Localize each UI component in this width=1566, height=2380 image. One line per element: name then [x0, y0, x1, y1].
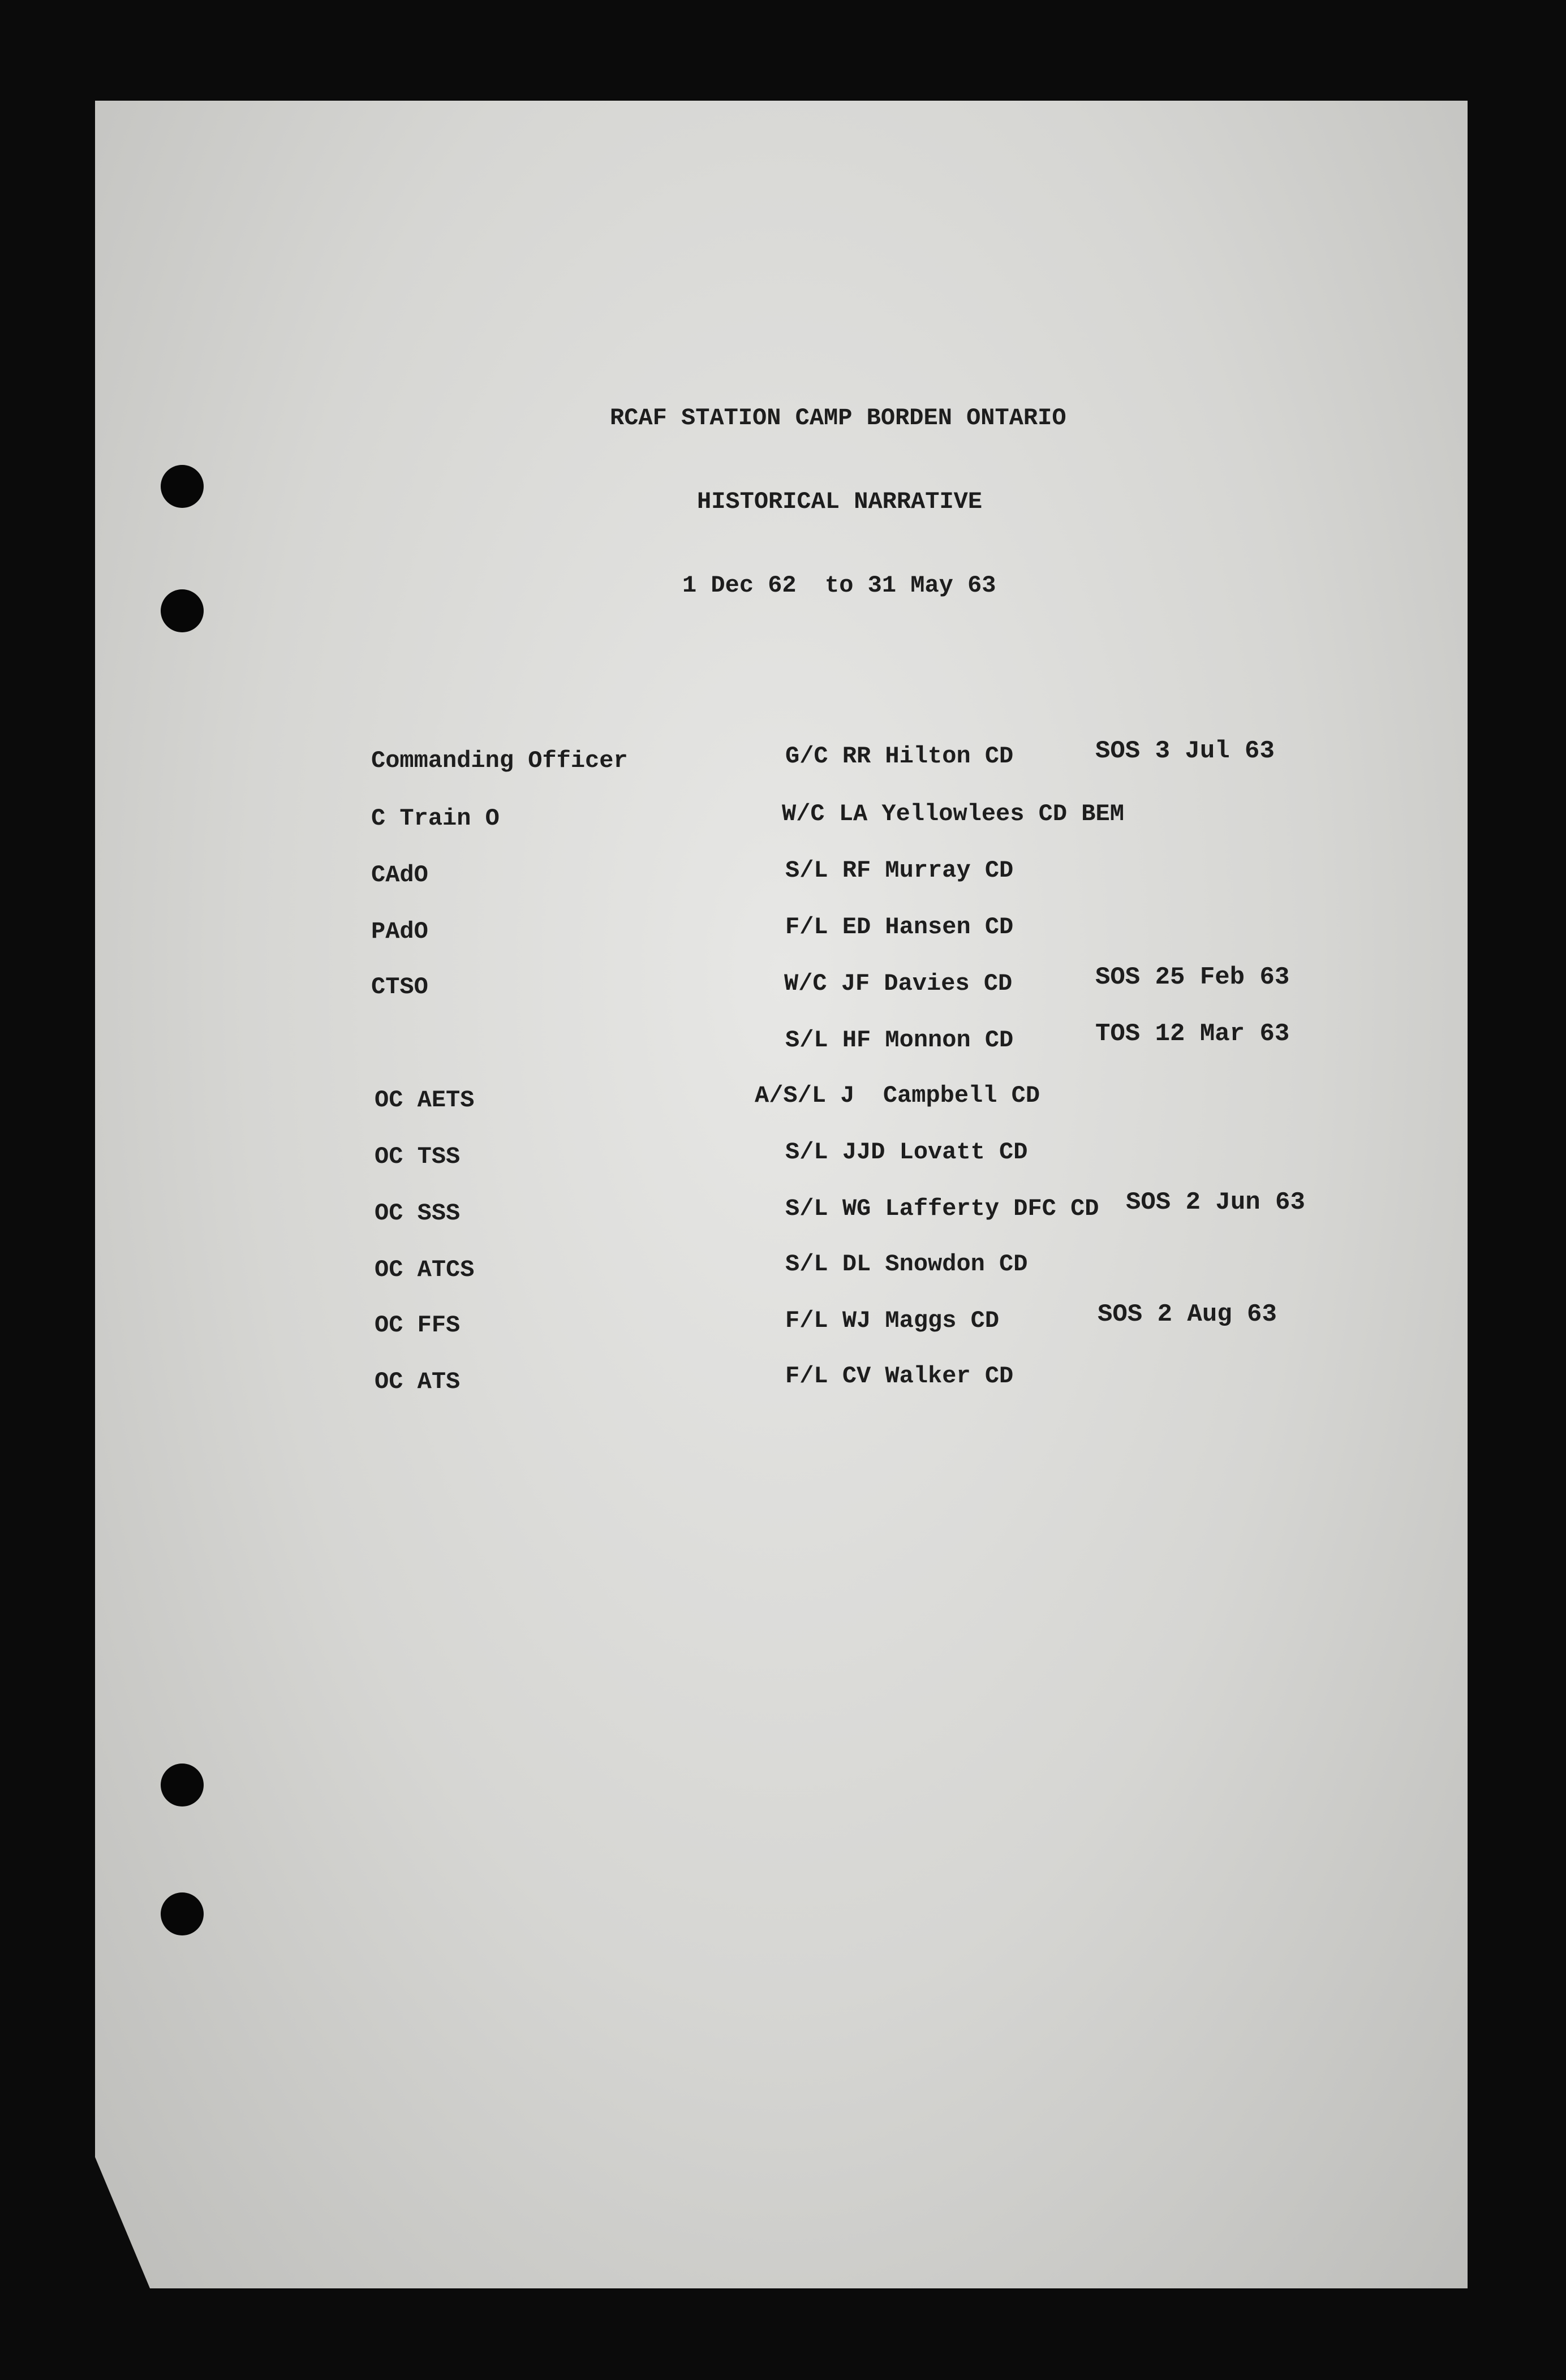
status-note: SOS 3 Jul 63 [1095, 737, 1275, 765]
officer-name: W/C LA Yellowlees CD BEM [782, 800, 1124, 827]
officer-name: G/C RR Hilton CD [785, 743, 1014, 770]
officer-name: S/L JJD Lovatt CD [785, 1139, 1028, 1166]
officer-name: S/L RF Murray CD [785, 857, 1014, 884]
officer-name: W/C JF Davies CD [784, 970, 1013, 997]
station-heading: RCAF STATION CAMP BORDEN ONTARIO [610, 404, 1066, 432]
punch-hole-4 [161, 1892, 204, 1935]
punch-hole-1 [161, 465, 204, 508]
appointment-label: OC ATCS [375, 1256, 475, 1283]
officer-name: S/L DL Snowdon CD [785, 1251, 1028, 1278]
officer-name: S/L HF Monnon CD [785, 1027, 1014, 1054]
appointment-label: OC ATS [375, 1368, 461, 1395]
status-note: TOS 12 Mar 63 [1095, 1020, 1290, 1048]
appointment-label: C Train O [371, 805, 500, 832]
punch-hole-3 [161, 1764, 204, 1806]
officer-name: F/L CV Walker CD [785, 1363, 1014, 1390]
appointment-label: OC SSS [375, 1200, 461, 1227]
status-note: SOS 2 Jun 63 [1126, 1188, 1305, 1217]
officer-name: S/L WG Lafferty DFC CD [785, 1195, 1099, 1222]
appointment-label: OC AETS [375, 1086, 475, 1114]
status-note: SOS 25 Feb 63 [1095, 963, 1290, 991]
appointment-label: OC FFS [375, 1312, 461, 1339]
appointment-label: CTSO [371, 973, 428, 1001]
officer-name: F/L ED Hansen CD [785, 913, 1014, 941]
officer-name: F/L WJ Maggs CD [785, 1307, 1000, 1334]
appointment-label: PAdO [371, 918, 428, 945]
appointment-label: OC TSS [375, 1143, 461, 1170]
punch-hole-2 [161, 589, 204, 632]
reporting-period: 1 Dec 62 to 31 May 63 [682, 572, 996, 599]
status-note: SOS 2 Aug 63 [1098, 1300, 1277, 1329]
document-title: HISTORICAL NARRATIVE [697, 488, 983, 515]
appointment-label: CAdO [371, 861, 428, 889]
appointment-label: Commanding Officer [371, 747, 628, 774]
officer-name: A/S/L J Campbell CD [755, 1082, 1040, 1109]
